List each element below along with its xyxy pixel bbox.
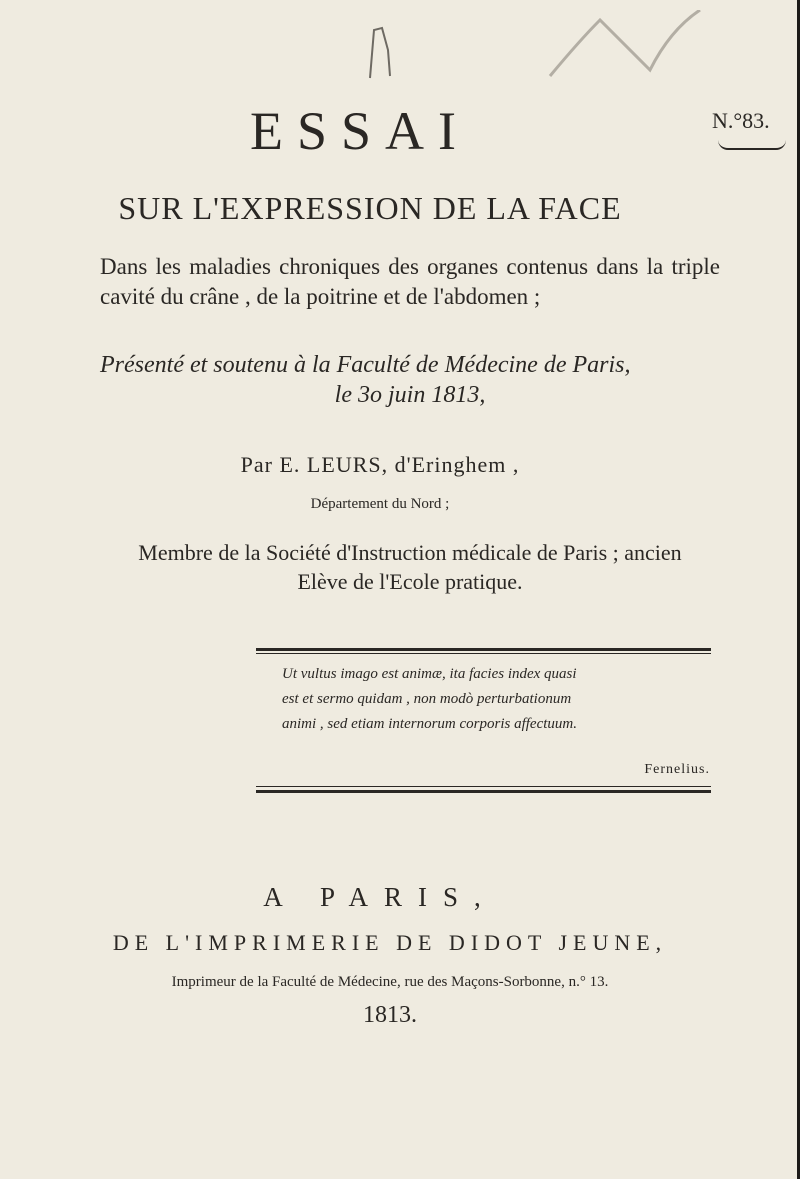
imprint-year: 1813.: [363, 1002, 417, 1028]
book-title: ESSAI: [249, 101, 471, 161]
epigraph-rule-bottom-thin: [256, 786, 711, 787]
epigraph-line: animi , sed etiam internorum corporis affectuum.: [282, 716, 577, 732]
presentation-statement: [100, 350, 720, 410]
epigraph: [282, 662, 714, 737]
presentation-date: le 3o juin 1813,: [334, 382, 486, 408]
author-membership: [100, 538, 720, 596]
thesis-description: Dans les maladies chroniques des organes contenus dans la triple cavité du crâne , de la poitrine et de l'abdomen ;: [100, 254, 720, 309]
shelfmark-number: N.°83.: [712, 108, 770, 133]
book-subtitle: SUR L'EXPRESSION DE LA FACE: [118, 190, 622, 226]
imprint-address: Imprimeur de la Faculté de Médecine, rue des Maçons-Sorbonne, n.° 13.: [171, 974, 609, 990]
author-line: Par E. LEURS, d'Eringhem ,: [240, 452, 520, 477]
epigraph-author: Fernelius.: [644, 762, 710, 777]
epigraph-rule-top-thin: [256, 653, 711, 654]
membership-line: Elève de l'Ecole pratique.: [297, 569, 523, 594]
epigraph-line: Ut vultus imago est animæ, ita facies index quasi: [282, 666, 577, 682]
epigraph-rule-bottom: [256, 790, 711, 793]
epigraph-line: est et sermo quidam , non modò perturbationum: [282, 691, 572, 707]
epigraph-rule-top: [256, 648, 711, 651]
author-department: Département du Nord ;: [310, 496, 450, 512]
shelfmark-brace: [718, 140, 786, 150]
presentation-line: Présenté et soutenu à la Faculté de Médecine de Paris,: [100, 352, 631, 378]
membership-line: Membre de la Société d'Instruction médicale de Paris ; ancien: [138, 540, 682, 565]
imprint-place: A PARIS,: [263, 882, 497, 912]
ink-stain-marks: [250, 10, 710, 80]
imprint-printer: DE L'IMPRIMERIE DE DIDOT JEUNE,: [112, 930, 668, 955]
